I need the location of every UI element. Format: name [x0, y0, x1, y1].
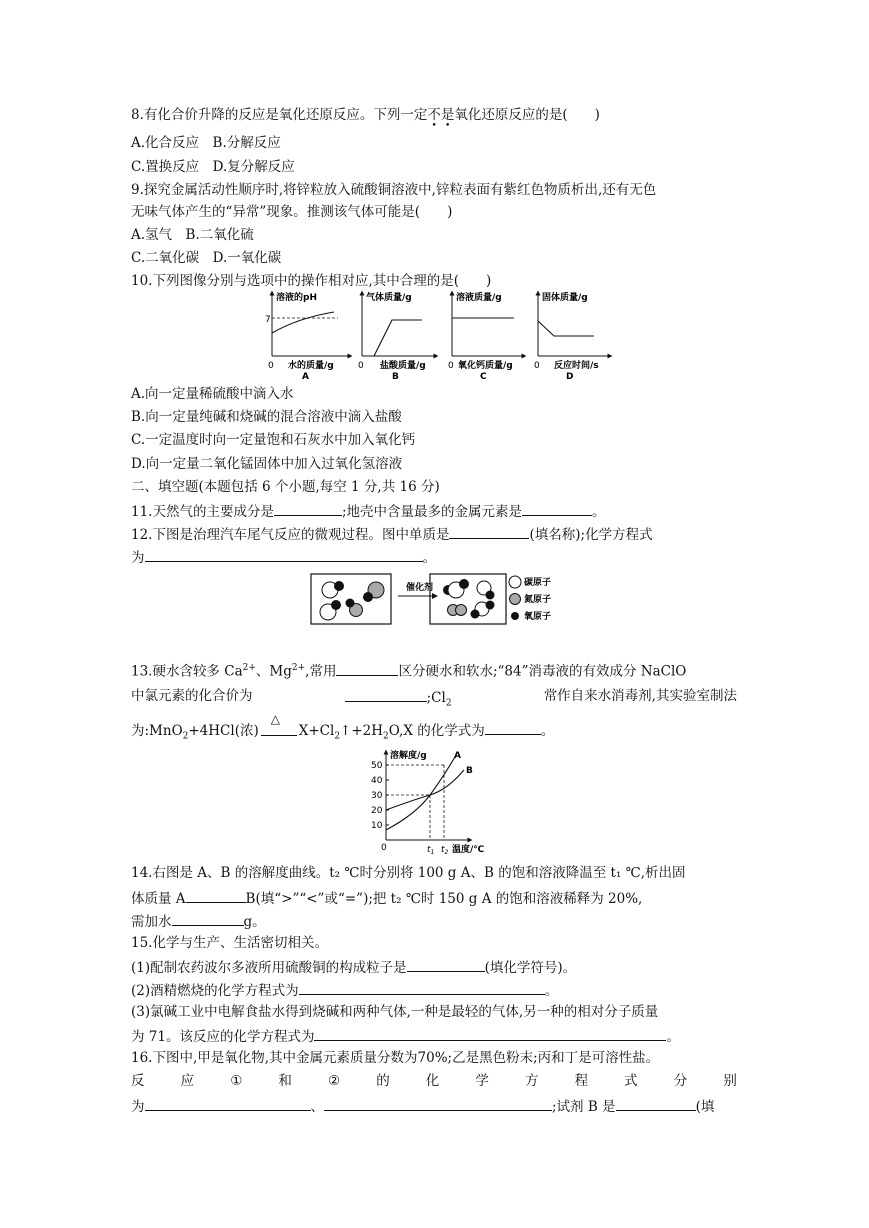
q10-option-c: C.一定温度时向一定量饱和石灰水中加入氧化钙 [131, 432, 416, 448]
oxygen-atom [334, 581, 344, 591]
legend-oxygen: 氧原子 [524, 612, 552, 622]
q15-blank-2[interactable] [299, 980, 545, 995]
q16-line2: 反 应 ① 和 ② 的 化 学 方 程 式 分 别 [131, 1073, 737, 1089]
graph-a-ylabel: 溶液的pH [276, 293, 317, 303]
q15-stem: 15.化学与生产、生活密切相关。 [131, 935, 328, 951]
q8-options-ab: A.化合反应 B.分解反应 [131, 135, 281, 151]
graph-d-curve [538, 321, 594, 336]
ytick-30: 30 [371, 791, 383, 801]
ytick-50: 50 [371, 761, 383, 771]
q13-line2: 中氯元素的化合价为 $;Cl_2$ 常作自来水消毒剂,其实验室制法 [131, 688, 737, 709]
ytick-40: 40 [371, 776, 383, 786]
q14-blank-1[interactable] [186, 888, 246, 903]
legend-nitrogen: 氮原子 [524, 595, 552, 605]
q16-line1: 16.下图中,甲是氧化物,其中金属元素质量分数为70%;乙是黑色粉末;丙和丁是可溶性盐。 [131, 1050, 660, 1066]
graph-c-ylabel: 溶液质量/g [456, 293, 502, 303]
q15-blank-1[interactable] [407, 957, 485, 972]
graph-d-ylabel: 固体质量/g [542, 293, 588, 303]
q15-blank-3[interactable] [314, 1026, 666, 1041]
graph-c-letter: C [480, 372, 487, 382]
curve-b [386, 770, 464, 810]
q8-options-cd: C.置换反应 D.复分解反应 [131, 159, 295, 175]
curve-a [386, 755, 456, 830]
oxygen-atom [363, 592, 373, 602]
q12-micro-diagram [310, 570, 560, 628]
q13-blank-1[interactable] [336, 661, 398, 676]
oxygen-atom [346, 599, 355, 608]
graph-b-ylabel: 气体质量/g [366, 293, 412, 303]
legend-carbon-icon [509, 576, 521, 588]
graph-d [534, 291, 610, 382]
q8-stem: 8.有化合价升降的反应是氧化还原反应。下列一定不是氧化还原反应的是( ) [131, 107, 600, 123]
t1-label: $t_1$ [427, 845, 435, 856]
heat-condition: △ [259, 722, 299, 740]
q13-blank-2[interactable] [345, 687, 427, 702]
ytick-20: 20 [371, 806, 383, 816]
q12-blank-1[interactable] [449, 524, 529, 539]
graph-b-letter: B [392, 372, 399, 382]
graph-a-origin: 0 [268, 361, 274, 371]
q13-line1: 13.硬水含较多 $Ca^{2+}$、$Mg^{2+}$,常用 区分硬水和软水;“84”消毒液的有效成分 NaClO [131, 659, 686, 681]
q16-blank-2[interactable] [324, 1096, 552, 1111]
q10-option-b: B.向一定量纯碱和烧碱的混合溶液中滴入盐酸 [131, 409, 402, 425]
x-axis-label: 温度/℃ [452, 845, 485, 855]
legend-nitrogen-icon [510, 594, 521, 605]
q10-stem: 10.下列图像分别与选项中的操作相对应,其中合理的是( ) [131, 273, 492, 289]
graph-b-curve [374, 320, 422, 356]
q14-line2: 体质量 A B(填“>”“<”或“=”);把 t₂ ℃时 150 g A 的饱和溶液稀释为 20%, [131, 888, 642, 908]
oxygen-atom [486, 591, 495, 600]
q15-sub3-line1: (3)氯碱工业中电解食盐水得到烧碱和两种气体,一种是最轻的气体,另一种的相对分子质量 [131, 1004, 659, 1020]
oxygen-atom [331, 600, 341, 610]
graph-b [358, 291, 436, 382]
curve-a-label: A [454, 751, 461, 761]
q14-blank-2[interactable] [172, 911, 244, 926]
legend-oxygen-icon [511, 612, 519, 620]
q12-line2: 为 。 [131, 547, 436, 567]
q16-blank-3[interactable] [616, 1096, 696, 1111]
q11: 11.天然气的主要成分是 ;地壳中含量最多的金属元素是 。 [131, 501, 606, 521]
q15-sub1: (1)配制农药波尔多液所用硫酸铜的构成粒子是 (填化学符号)。 [131, 957, 576, 977]
graph-d-letter: D [566, 372, 574, 382]
q15-sub2: (2)酒精燃烧的化学方程式为 。 [131, 980, 558, 1000]
q13-blank-3[interactable] [485, 720, 541, 735]
oxygen-atom [471, 610, 480, 619]
graph-a-letter: A [302, 372, 309, 382]
oxygen-atom [486, 601, 495, 610]
q12-blank-2[interactable] [145, 547, 423, 562]
q14-line1: 14.右图是 A、B 的溶解度曲线。t₂ ℃时分别将 100 g A、B 的饱和溶液降温至 t₁ ℃,析出固 [131, 865, 686, 881]
q11-blank-1[interactable] [274, 501, 342, 516]
y-axis-label: 溶解度/g [390, 751, 427, 761]
q9-stem-line2: 无味气体产生的“异常”现象。推测该气体可能是( ) [131, 204, 453, 220]
graph-c-xlabel: 氧化钙质量/g [458, 361, 513, 371]
q9-stem-line1: 9.探究金属活动性顺序时,将锌粒放入硫酸铜溶液中,锌粒表面有紫红色物质析出,还有无色 [131, 182, 657, 198]
graph-c [448, 291, 524, 382]
q9-options-ab: A.氢气 B.二氧化硫 [131, 227, 254, 243]
graph-b-origin: 0 [358, 361, 364, 371]
q10-graphs [258, 288, 618, 383]
graph-a-curve [272, 312, 334, 333]
q16-blank-1[interactable] [145, 1096, 311, 1111]
graph-a-xlabel: 水的质量/g [288, 361, 334, 371]
q10-option-d: D.向一定量二氧化锰固体中加入过氧化氢溶液 [131, 456, 403, 472]
oxygen-atom [459, 579, 469, 589]
ytick-10: 10 [371, 821, 383, 831]
legend-carbon: 碳原子 [524, 578, 552, 588]
q16-line3: 为 、 ;试剂 B 是 (填 [131, 1096, 714, 1116]
graph-a-tick: 7 [265, 315, 271, 325]
catalyst-label: 催化剂 [406, 583, 434, 593]
q10-option-a: A.向一定量稀硫酸中滴入水 [131, 386, 294, 402]
q15-sub3-line2: 为 71。该反应的化学方程式为 。 [131, 1026, 680, 1046]
t2-label: $t_2$ [441, 845, 449, 856]
q13-line3: 为:MnO$_2$+4HCl(浓) △ $X+Cl_2↑+2H_2O,X$ 的化学式为 。 [131, 712, 555, 742]
section-2-heading: 二、填空题(本题包括 6 个小题,每空 1 分,共 16 分) [131, 479, 440, 495]
q12-line1: 12.下图是治理汽车尾气反应的微观过程。图中单质是 (填名称);化学方程式 [131, 524, 653, 544]
graph-b-xlabel: 盐酸质量/g [380, 361, 426, 371]
graph-a [265, 291, 350, 382]
nitrogen-atom [456, 605, 467, 616]
curve-b-label: B [466, 766, 473, 776]
q11-blank-2[interactable] [522, 501, 592, 516]
origin-label: 0 [381, 843, 387, 853]
q14-line3: 需加水 g。 [131, 911, 266, 931]
graph-d-origin: 0 [534, 361, 540, 371]
q9-options-cd: C.二氧化碳 D.一氧化碳 [131, 250, 282, 266]
graph-d-xlabel: 反应时间/s [554, 361, 599, 371]
graph-c-origin: 0 [448, 361, 454, 371]
solubility-chart [368, 748, 508, 860]
